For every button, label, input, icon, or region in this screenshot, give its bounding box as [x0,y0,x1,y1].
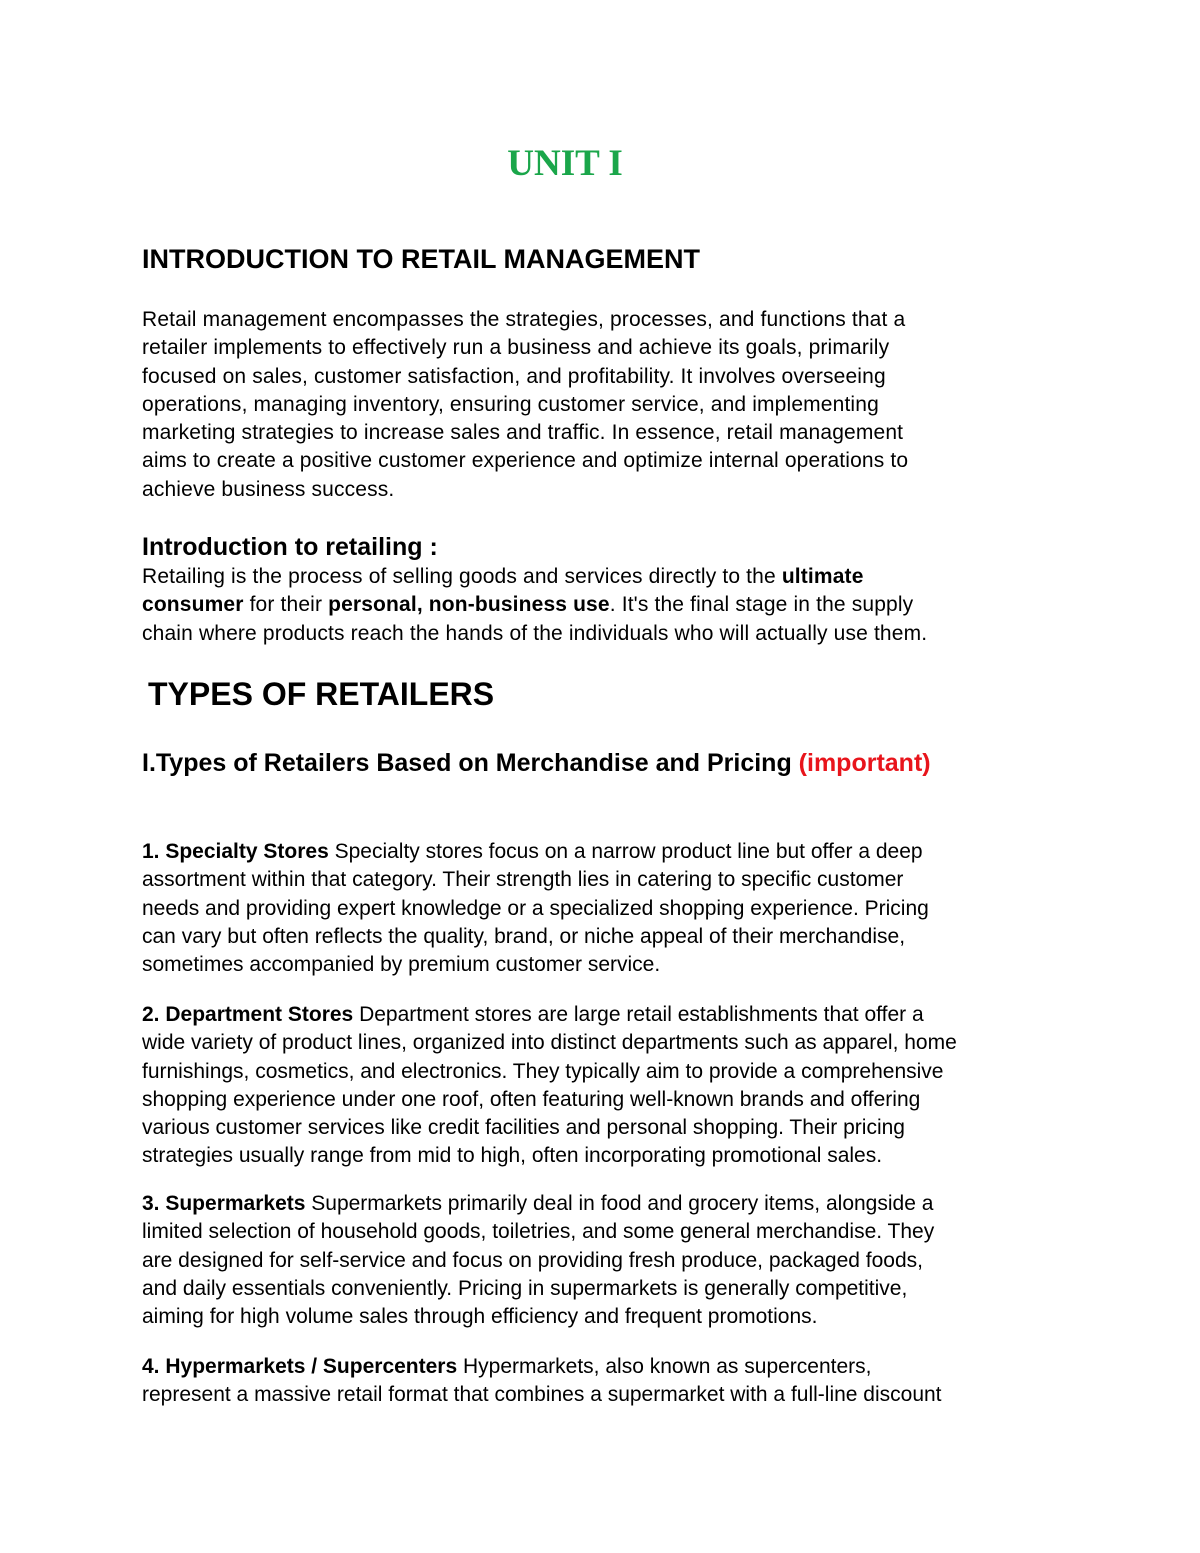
item-line: wide variety of product lines, organized into distinct departments such as apparel, home [142,1031,957,1055]
item-line [142,1001,1067,1029]
item-line [142,838,1062,866]
intro-line: Retail management encompasses the strategies, processes, and functions that a [142,308,906,331]
item-title: 1. Specialty Stores [142,840,329,863]
intro-line: marketing strategies to increase sales and traffic. In essence, retail management [142,421,904,445]
intro-line: aims to create a positive customer experience and optimize internal operations to [142,449,909,473]
item-line: represent a massive retail format that combines a supermarket with a full-line discount [142,1383,942,1407]
item-line: shopping experience under one roof, often featuring well-known brands and offering [142,1087,921,1111]
retailing-line [142,563,1062,591]
intro-line: retailer implements to effectively run a business and achieve its goals, primarily [142,336,890,360]
item-text: Hypermarkets, also known as supercenters, [457,1355,872,1378]
important-tag: (important) [798,749,931,777]
item-line [142,1353,1062,1381]
item-line [142,1190,1062,1218]
item-line: various customer services like credit facilities and personal shopping. Their pricing [142,1116,905,1140]
item-title: 2. Department Stores [142,1003,354,1026]
intro-line: operations, managing inventory, ensuring customer service, and implementing [142,392,879,416]
item-line: needs and providing expert knowledge or a specialized shopping experience. Pricing [142,896,929,920]
retailing-emphasis: personal, non-business use [328,593,610,617]
item-line: furnishings, cosmetics, and electronics. They typically aim to provide a comprehensive [142,1059,944,1083]
item-line: can vary but often reflects the quality, brand, or niche appeal of their merchandise, [142,924,906,948]
retailing-line [142,591,1062,619]
item-title: 4. Hypermarkets / Supercenters [142,1355,458,1378]
section-heading-text: I.Types of Retailers Based on Merchandise and Pricing [142,749,799,777]
intro-heading: INTRODUCTION TO RETAIL MANAGEMENT [142,244,700,274]
item-text: Supermarkets primarily deal in food and grocery items, alongside a [305,1192,934,1215]
section-heading [142,746,931,780]
item-line: strategies usually range from mid to high, often incorporating promotional sales. [142,1144,883,1168]
retailing-text: for their [243,593,329,617]
types-heading: TYPES OF RETAILERS [148,676,495,712]
item-line: sometimes accompanied by premium customer service. [142,953,661,977]
retailing-line: chain where products reach the hands of the individuals who will actually use them. [142,621,928,645]
list-item-hypermarkets [142,1353,1062,1410]
retailing-text: . It's the final stage in the supply [609,593,914,617]
list-item-department-stores [142,1001,1067,1171]
retailing-text: Retailing is the process of selling goods and services directly to the [142,565,782,588]
unit-title: UNIT I [507,143,623,184]
intro-line: achieve business success. [142,477,395,501]
intro-paragraph [142,306,1062,504]
item-line: limited selection of household goods, toiletries, and some general merchandise. They [142,1220,935,1244]
item-line: are designed for self-service and focus on providing fresh produce, packaged foods, [142,1248,923,1272]
list-item-supermarkets [142,1190,1062,1331]
retailing-emphasis: consumer [142,593,244,617]
item-line: and daily essentials conveniently. Pricing in supermarkets is generally competitive, [142,1276,908,1300]
list-item-specialty-stores [142,838,1062,979]
item-text: Specialty stores focus on a narrow product line but offer a deep [328,840,923,863]
item-title: 3. Supermarkets [142,1192,306,1215]
retailing-heading: Introduction to retailing : [142,533,438,561]
retailing-emphasis: ultimate [781,565,864,588]
retailing-paragraph [142,563,1062,648]
intro-line: focused on sales, customer satisfaction, and profitability. It involves overseeing [142,364,886,388]
item-line: assortment within that category. Their strength lies in catering to specific customer [142,868,904,892]
item-text: Department stores are large retail establishments that offer a [353,1003,924,1026]
item-line: aiming for high volume sales through efficiency and frequent promotions. [142,1305,818,1329]
